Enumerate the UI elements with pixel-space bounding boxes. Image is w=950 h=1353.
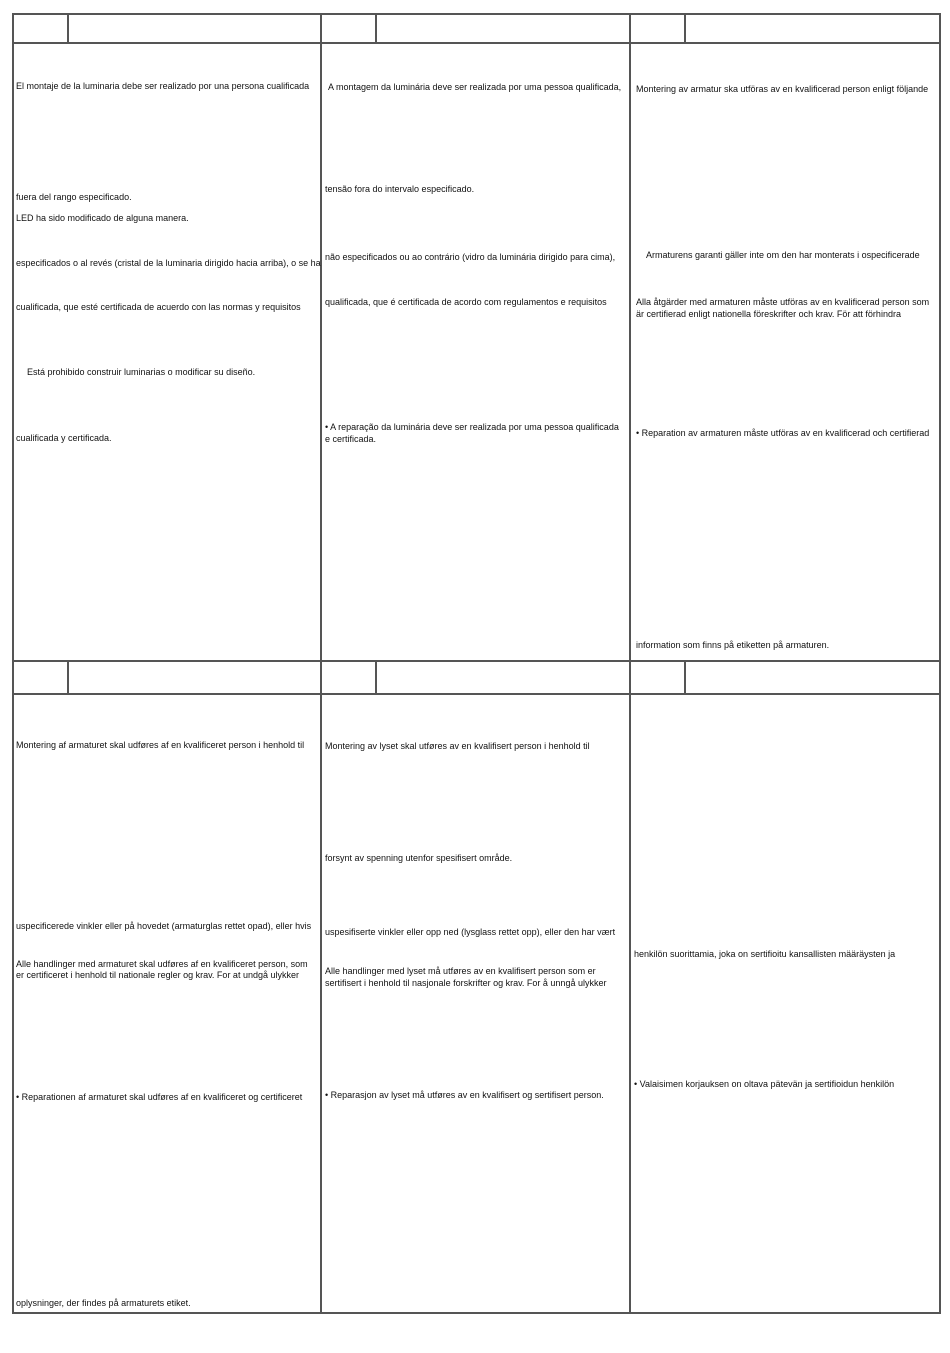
text-line: uspesifiserte vinkler eller opp ned (lysglass rettet opp), eller den har vært bbox=[325, 927, 616, 937]
text-line: • Valaisimen korjauksen on oltava pätevän ja sertifioidun henkilön bbox=[634, 1079, 895, 1089]
grid-line bbox=[67, 13, 69, 44]
text-line: forsynt av spenning utenfor spesifisert område. bbox=[325, 853, 513, 863]
grid-line bbox=[12, 13, 14, 1314]
text-line: • Reparation av armaturen måste utföras av en kvalificerad och certifierad bbox=[636, 428, 930, 438]
text-line: Montering av lyset skal utføres av en kvalifisert person i henhold til bbox=[325, 741, 590, 751]
text-line: • Reparasjon av lyset må utføres av en kvaliﬁsert og sertifisert person. bbox=[325, 1090, 604, 1100]
text-line: fuera del rango especificado. bbox=[16, 192, 132, 202]
grid-line bbox=[684, 660, 686, 695]
text-line: är certifierad enligt nationella föreskrifter och krav. För att förhindra bbox=[636, 309, 901, 319]
text-line: information som ﬁnns på etiketten på armaturen. bbox=[636, 640, 830, 650]
text-line: tensão fora do intervalo especificado. bbox=[325, 184, 475, 194]
grid-line bbox=[939, 13, 941, 1314]
text-line: uspecificerede vinkler eller på hovedet (armaturglas rettet opad), eller hvis bbox=[16, 921, 312, 931]
grid-line bbox=[67, 660, 69, 695]
grid-line bbox=[320, 13, 322, 1314]
text-line: especificados o al revés (cristal de la luminaria dirigido hacia arriba), o se ha bbox=[16, 258, 321, 268]
text-line: Montering af armaturet skal udføres af en kvaliﬁceret person i henhold til bbox=[16, 740, 305, 750]
text-line: Montering av armatur ska utföras av en kvalificerad person enligt följande bbox=[636, 84, 929, 94]
grid-line bbox=[375, 13, 377, 44]
text-line: El montaje de la luminaria debe ser realizado por una persona cualificada bbox=[16, 81, 310, 91]
text-line: oplysninger, der findes på armaturets etiket. bbox=[16, 1298, 191, 1308]
grid-line bbox=[12, 42, 941, 44]
text-line: henkilön suorittamia, joka on sertifioitu kansallisten määräysten ja bbox=[634, 949, 896, 959]
text-line: Alla åtgärder med armaturen måste utföras av en kvalificerad person som bbox=[636, 297, 930, 307]
text-line: • A reparação da luminária deve ser realizada por uma pessoa qualificada bbox=[325, 422, 619, 432]
text-line: cualificada y certificada. bbox=[16, 433, 112, 443]
grid-line bbox=[375, 660, 377, 695]
grid-line bbox=[12, 13, 941, 15]
text-line: Alle handlinger med armaturet skal udføres af en kvalificeret person, som bbox=[16, 959, 308, 969]
grid-line bbox=[12, 1312, 941, 1314]
text-line: er certificeret i henhold til nationale regler og krav. For at undgå ulykker bbox=[16, 970, 299, 980]
text-line: A montagem da luminária deve ser realizada por uma pessoa qualificada, bbox=[328, 82, 622, 92]
text-line: não especificados ou ao contrário (vidro da luminária dirigido para cima), bbox=[325, 252, 616, 262]
text-line: qualificada, que é certificada de acordo com regulamentos e requisitos bbox=[325, 297, 607, 307]
grid-line bbox=[12, 660, 941, 662]
text-line: Está prohibido construir luminarias o modificar su diseño. bbox=[27, 367, 256, 377]
grid-line bbox=[629, 13, 631, 1314]
grid-line bbox=[684, 13, 686, 44]
text-line: Alle handlinger med lyset må utføres av en kvalifisert person som er bbox=[325, 966, 596, 976]
grid-line bbox=[12, 693, 941, 695]
text-line: e certificada. bbox=[325, 434, 377, 444]
text-line: • Reparationen af armaturet skal udføres af en kvalificeret og certificeret bbox=[16, 1092, 303, 1102]
text-line: LED ha sido modificado de alguna manera. bbox=[16, 213, 189, 223]
text-line: sertifisert i henhold til nasjonale forskrifter og krav. For å unngå ulykker bbox=[325, 978, 607, 988]
text-line: Armaturens garanti gäller inte om den har monterats i ospecificerade bbox=[646, 250, 920, 260]
text-line: cualificada, que esté certificada de acuerdo con las normas y requisitos bbox=[16, 302, 301, 312]
